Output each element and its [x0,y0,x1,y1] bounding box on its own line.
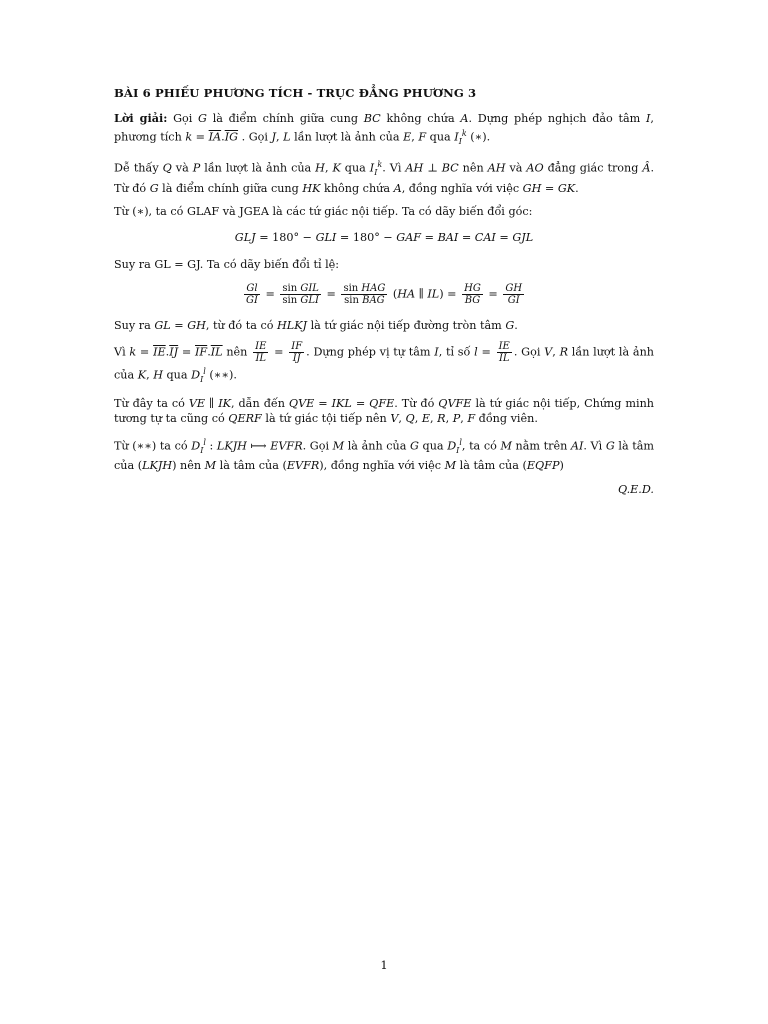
paragraph-4: Suy ra GL = GJ. Ta có dãy biến đổi tỉ lệ: [114,258,340,272]
qed-mark: Q.E.D. [617,482,654,496]
paragraph-6: Vì $k = \overline{IE}.\overline{IJ} = \overline{IF}.\overline{IL}$ nên $\frac{IE}{IL}$ = $\frac{IF}{IJ}$ . Dựng phép vị tự tâm I, tỉ số l = $\frac{IE}{IL}$ . Gọi V, R lần lượt là ảnh của K, H qua $D_I^l$ (∗∗). [114,341,654,385]
paragraph-5: Suy ra GL = GH, từ đó ta có HLKJ là tứ giác nội tiếp đường tròn tâm G. [114,318,518,332]
page-number: 1 [380,958,388,972]
paragraph-3: Từ (∗), ta có GLAF và JGEA là các tứ giác nội tiếp. Ta có dãy biến đổi góc: [114,205,533,219]
paragraph-1: Lời giải: Gọi G là điểm chính giữa cung BC không chứa A. Dựng phép nghịch đảo tâm I, phương tích $k = \overline{IA}.\overline{IG}$ . Gọi J, L lần lượt là ảnh của E, F qua $I_I^k$ (∗). [114,110,654,146]
document-body [114,86,654,497]
paragraph-2: Dễ thấy Q và P lần lượt là ảnh của H, K qua $I_I^k$. Vì AH ⊥ BC nên AH và AO đẳng giác trong Â. Từ đó G là điểm chính giữa cung HK không chứa A, đồng nghĩa với việc GH = GK. [114,160,655,195]
exercise-title: BÀI 6 PHIẾU PHƯƠNG TÍCH - TRỤC ĐẲNG PHƯƠNG 3 [114,86,477,100]
equation-ratios: $\frac{Gl}{GI}$ = $\frac{\text{sin GIL}}{\text{sin GLI}}$ = $\frac{\text{sin HAG}}{\text{sin BAG}}$ (HA ∥ IL) = $\frac{HG}{BG}$ = $\frac{GH}{GI}$ [245,282,523,306]
equation-angles: GLJ = 180° − GLI = 180° − GAF = BAI = CAI = GJL [234,230,534,244]
paragraph-7: Từ đây ta có VE ∥ IK, dẫn đến QVE = IKL = QFE. Từ đó QVFE là tứ giác nội tiếp, Chứng minh tương tự ta cũng có QERF là tứ giác tội tiếp nên V, Q, E, R, P, F đồng viên. [114,396,654,426]
solution-label: Lời giải: [114,110,168,125]
paragraph-8: Từ (∗∗) ta có $D_I^l$ : LKJH ⟼ EVFR. Gọi M là ảnh của G qua $D_I^l$, ta có M nằm trên AI. Vì G là tâm của (LKJH) nên M là tâm của (EVFR), đồng nghĩa với việc M là tâm của (EQFP) [114,437,654,473]
